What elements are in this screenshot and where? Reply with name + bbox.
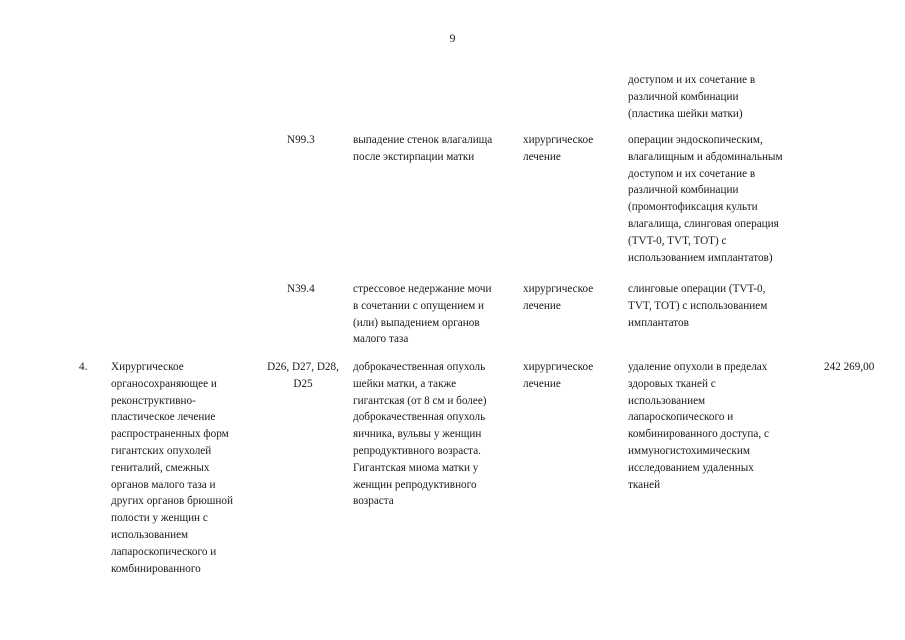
page-number: 9 — [449, 31, 456, 45]
price-cell: 242 269,00 — [824, 361, 875, 373]
treatment-cell: хирургическое лечение — [523, 283, 594, 312]
code-cell: D26, D27, D28, D25 — [267, 361, 339, 390]
method-cell: слинговые операции (TVT-0, TVT, TOT) с использованием имплантатов — [628, 283, 768, 329]
treatment-cell: хирургическое лечение — [523, 361, 594, 390]
diagnosis-cell: доброкачественная опухоль шейки матки, а также гигантская (от 8 см и более) доброкачественная опухоль яичника, вульвы у женщин репродуктивного возраста. Гигантская миома матки у женщин репродуктивного возраста — [353, 361, 487, 508]
diagnosis-cell: выпадение стенок влагалища после экстирпации матки — [353, 134, 493, 163]
method-cell: операции эндоскопическим, влагалищным и абдоминальным доступом и их сочетание в различной комбинации (промонтофиксация культи влагалища, слинговая операция (TVT-0, TVT, TOT) с использованием имплантатов) — [628, 134, 783, 264]
treatment-cell: хирургическое лечение — [523, 134, 594, 163]
method-cell: удаление опухоли в пределах здоровых тканей с использованием лапароскопического и комбинированного доступа, с иммуногистохимическим исследованием удаленных тканей — [628, 361, 769, 491]
row-number: 4. — [79, 361, 88, 373]
diagnosis-cell: стрессовое недержание мочи в сочетании с опущением и (или) выпадением органов малого таза — [353, 283, 492, 346]
procedure-name-cell: Хирургическое органосохраняющее и реконструктивно- пластическое лечение распространенных форм гигантских опухолей гениталий, смежных органов малого таза и других органов брюшной полости у женщин с использованием лапароскопического и комбинированного — [111, 361, 233, 575]
method-cell: доступом и их сочетание в различной комбинации (пластика шейки матки) — [628, 74, 756, 120]
code-cell: N39.4 — [287, 283, 315, 295]
code-cell: N99.3 — [287, 134, 315, 146]
